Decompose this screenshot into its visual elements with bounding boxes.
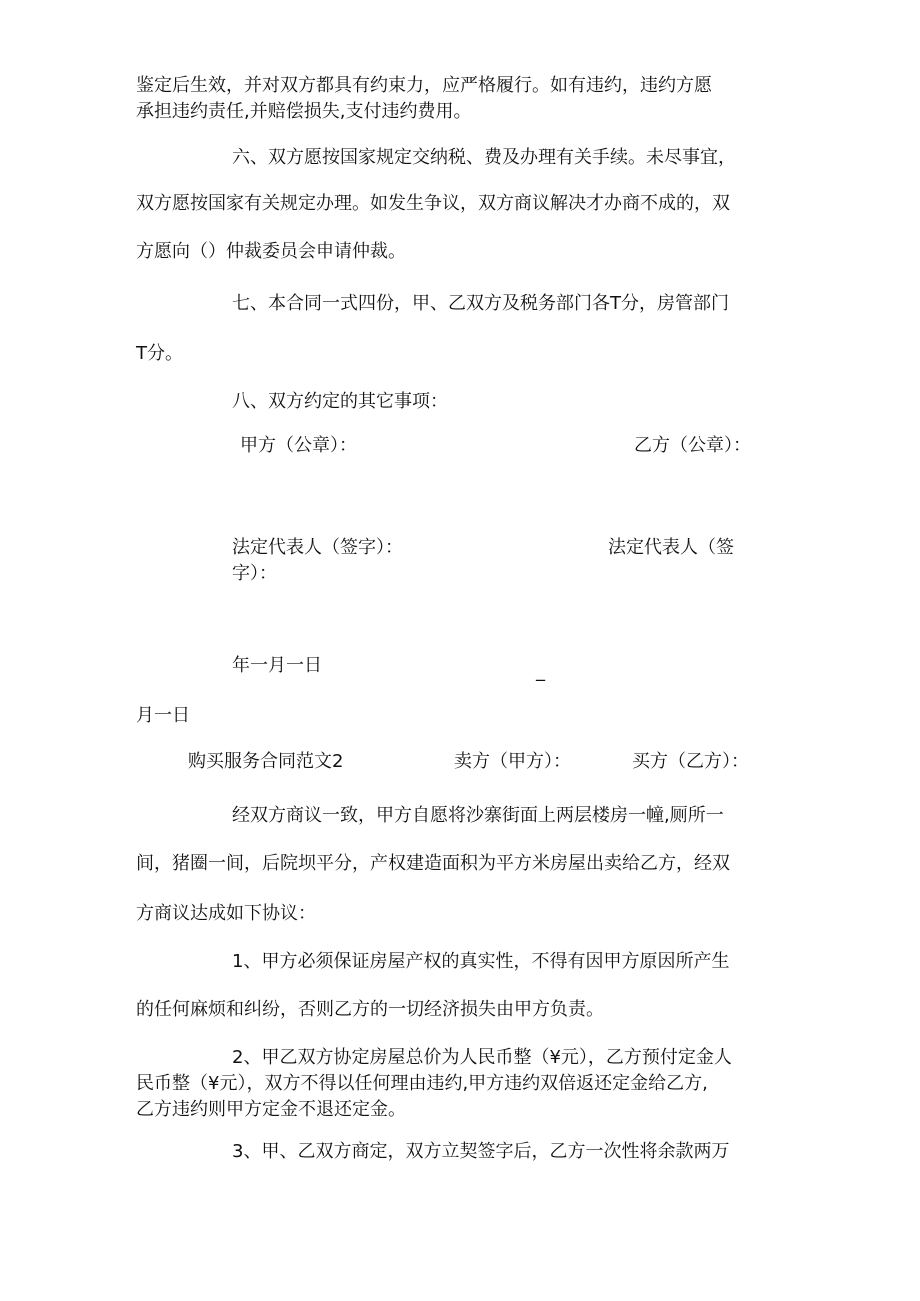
seller-label: 卖方（甲方）： <box>454 751 571 772</box>
text-line: 方商议达成如下协议： <box>136 903 316 924</box>
text-line: 间，猪圈一间，后院坝平分，产权建造面积为平方米房屋出卖给乙方，经双 <box>136 853 730 874</box>
clause-seven: 七、本合同一式四份，甲、乙双方及税务部门各T分，房管部门 <box>232 293 729 314</box>
clause-six: 六、双方愿按国家规定交纳税、费及办理有关手续。未尽事宜， <box>232 147 736 168</box>
party-b-seal: 乙方（公章）： <box>634 435 751 456</box>
text-line: 承担违约责任,并赔偿损失,支付违约费用。 <box>136 101 472 122</box>
clause-3: 3、甲、乙双方商定，双方立契签字后，乙方一次性将余款两万 <box>232 1141 730 1162</box>
rep-b-signature: 法定代表人（签 <box>608 537 734 558</box>
text-line: 经双方商议一致，甲方自愿将沙寨街面上两层楼房一幢,厕所一 <box>232 805 724 826</box>
text-line: 乙方违约则甲方定金不退还定金。 <box>136 1099 406 1120</box>
buyer-label: 买方（乙方）： <box>632 751 749 772</box>
date-blank: _ <box>536 661 545 682</box>
clause-1: 1、甲方必须保证房屋产权的真实性，不得有因甲方原因所产生 <box>232 951 730 972</box>
sign-date: 年一月一日 <box>232 655 322 676</box>
party-a-seal: 甲方（公章）： <box>240 435 357 456</box>
sign-date-cont: 月一日 <box>136 705 190 726</box>
text-line: 民币整（¥元），双方不得以任何理由违约,甲方违约双倍返还定金给乙方, <box>136 1073 708 1094</box>
clause-2: 2、甲乙双方协定房屋总价为人民币整（¥元），乙方预付定金人 <box>232 1047 732 1068</box>
contract-title: 购买服务合同范文2 <box>188 751 344 772</box>
text-line: T分。 <box>136 343 183 364</box>
rep-a-signature: 法定代表人（签字）： <box>232 537 403 558</box>
rep-b-signature-cont: 字）： <box>232 563 277 584</box>
text-line: 鉴定后生效，并对双方都具有约束力，应严格履行。如有违约，违约方愿 <box>136 75 712 96</box>
clause-eight: 八、双方约定的其它事项： <box>232 391 448 412</box>
text-line: 的任何麻烦和纠纷，否则乙方的一切经济损失由甲方负责。 <box>136 999 604 1020</box>
text-line: 方愿向（）仲裁委员会申请仲裁。 <box>136 241 406 262</box>
text-line: 双方愿按国家有关规定办理。如发生争议，双方商议解决才办商不成的，双 <box>136 193 730 214</box>
